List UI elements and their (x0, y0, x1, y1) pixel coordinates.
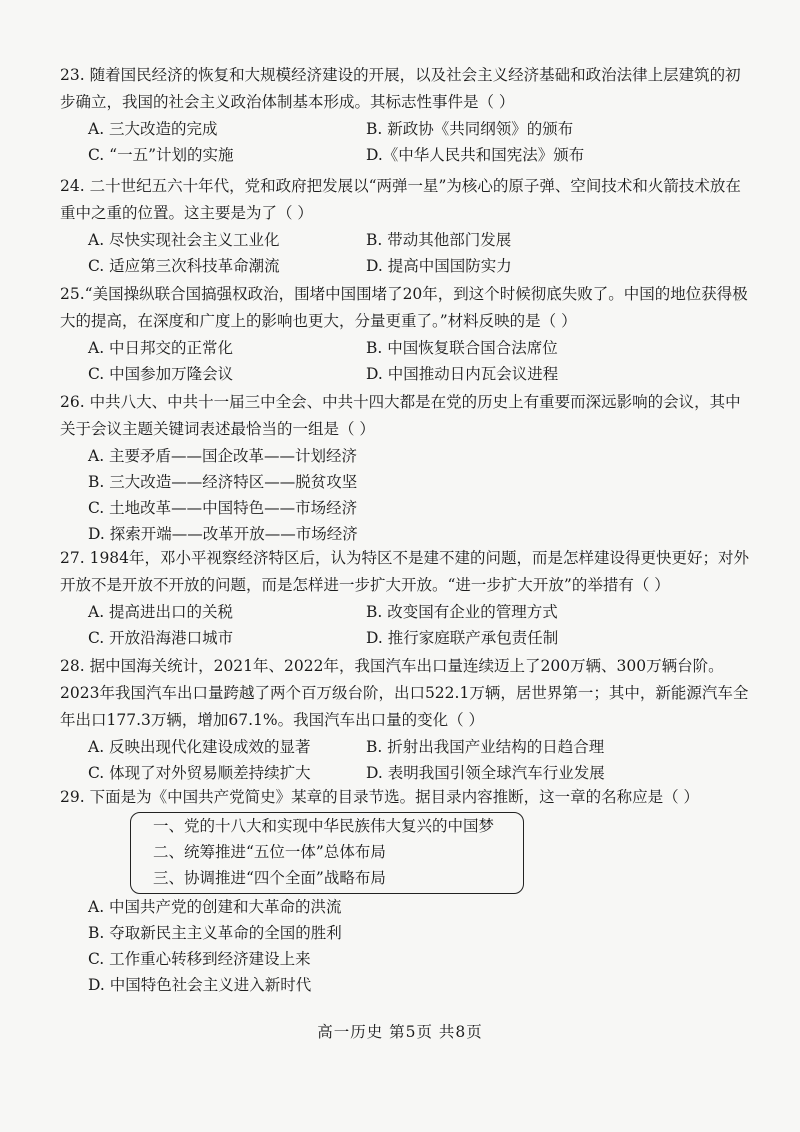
question-29 (60, 784, 750, 811)
question-29-options (60, 894, 750, 998)
options (88, 599, 750, 651)
options (88, 116, 750, 168)
question-23 (60, 62, 750, 168)
question-25 (60, 281, 750, 387)
option-a: A. 三大改造的完成 (88, 120, 218, 138)
option-c: C. 开放沿海港口城市 (88, 629, 234, 647)
option-b: B. 中国恢复联合国合法席位 (366, 339, 558, 357)
option-d: D. 推行家庭联产承包责任制 (366, 629, 559, 647)
option-d: D. 中国推动日内瓦会议进程 (366, 365, 559, 383)
option-a: A. 中国共产党的创建和大革命的洪流 (88, 898, 342, 916)
option-b: B. 带动其他部门发展 (366, 231, 512, 249)
option-c: C. 工作重心转移到经济建设上来 (88, 950, 311, 968)
option-b: B. 新政协《共同纲领》的颁布 (366, 120, 574, 138)
options (88, 227, 750, 279)
option-b: B. 三大改造——经济特区——脱贫攻坚 (88, 473, 358, 491)
option-b: B. 改变国有企业的管理方式 (366, 603, 558, 621)
toc-line: 二、统筹推进“五位一体”总体布局 (153, 843, 386, 861)
toc-excerpt-box (130, 812, 524, 894)
option-a: A. 中日邦交的正常化 (88, 339, 234, 357)
options (88, 894, 750, 998)
option-c: C. “一五”计划的实施 (88, 146, 234, 164)
option-a: A. 尽快实现社会主义工业化 (88, 231, 280, 249)
option-a: A. 提高进出口的关税 (88, 603, 234, 621)
page-footer: 高一历史 第5页 共8页 (317, 1023, 483, 1041)
toc-line: 一、党的十八大和实现中华民族伟大复兴的中国梦 (153, 817, 495, 835)
option-d: D. 探索开端——改革开放——市场经济 (88, 525, 358, 543)
question-stem: 25.“美国操纵联合国搞强权政治，围堵中国围堵了20年，到这个时候彻底失败了。中国的地位获得极大的提高，在深度和广度上的影响也更大，分量更重了。”材料反映的是（ ） (60, 285, 748, 330)
options (88, 443, 750, 547)
toc-line: 三、协调推进“四个全面”战略布局 (153, 869, 386, 887)
question-27 (60, 545, 750, 651)
option-d: D. 表明我国引领全球汽车行业发展 (366, 764, 605, 782)
question-stem: 27. 1984年，邓小平视察经济特区后，认为特区不是建不建的问题，而是怎样建设得更快更好；对外开放不是开放不开放的问题，而是怎样进一步扩大开放。“进一步扩大开放”的举措有（ ） (60, 549, 750, 594)
option-c: C. 土地改革——中国特色——市场经济 (88, 499, 358, 517)
options (88, 335, 750, 387)
option-b: B. 夺取新民主主义革命的全国的胜利 (88, 924, 342, 942)
option-c: C. 体现了对外贸易顺差持续扩大 (88, 764, 311, 782)
question-28 (60, 653, 750, 786)
option-d: D. 中国特色社会主义进入新时代 (88, 976, 312, 994)
option-a: A. 反映出现代化建设成效的显著 (88, 738, 311, 756)
option-a: A. 主要矛盾——国企改革——计划经济 (88, 447, 358, 465)
question-stem: 23. 随着国民经济的恢复和大规模经济建设的开展，以及社会主义经济基础和政治法律上层建筑的初步确立，我国的社会主义政治体制基本形成。其标志性事件是（ ） (60, 66, 741, 111)
question-stem: 26. 中共八大、中共十一届三中全会、中共十四大都是在党的历史上有重要而深远影响的会议，其中关于会议主题关键词表述最恰当的一组是（ ） (60, 393, 741, 438)
question-stem: 29. 下面是为《中国共产党简史》某章的目录节选。据目录内容推断，这一章的名称应是（ ） (60, 788, 700, 806)
option-c: C. 适应第三次科技革命潮流 (88, 257, 280, 275)
option-d: D. 提高中国国防实力 (366, 257, 512, 275)
option-d: D.《中华人民共和国宪法》颁布 (366, 146, 585, 164)
question-26 (60, 389, 750, 547)
option-c: C. 中国参加万隆会议 (88, 365, 234, 383)
question-stem: 24. 二十世纪五六十年代，党和政府把发展以“两弹一星”为核心的原子弹、空间技术和火箭技术放在重中之重的位置。这主要是为了（ ） (60, 177, 741, 222)
question-24 (60, 173, 750, 279)
option-b: B. 折射出我国产业结构的日趋合理 (366, 738, 605, 756)
options (88, 734, 750, 786)
question-stem: 28. 据中国海关统计，2021年、2022年，我国汽车出口量连续迈上了200万辆、300万辆台阶。2023年我国汽车出口量跨越了两个百万级台阶，出口522.1万辆，居世界第一；其中，新能源汽车全年出口177.3万辆，增加67.1%。我国汽车出口量的变化（ ） (60, 657, 749, 729)
